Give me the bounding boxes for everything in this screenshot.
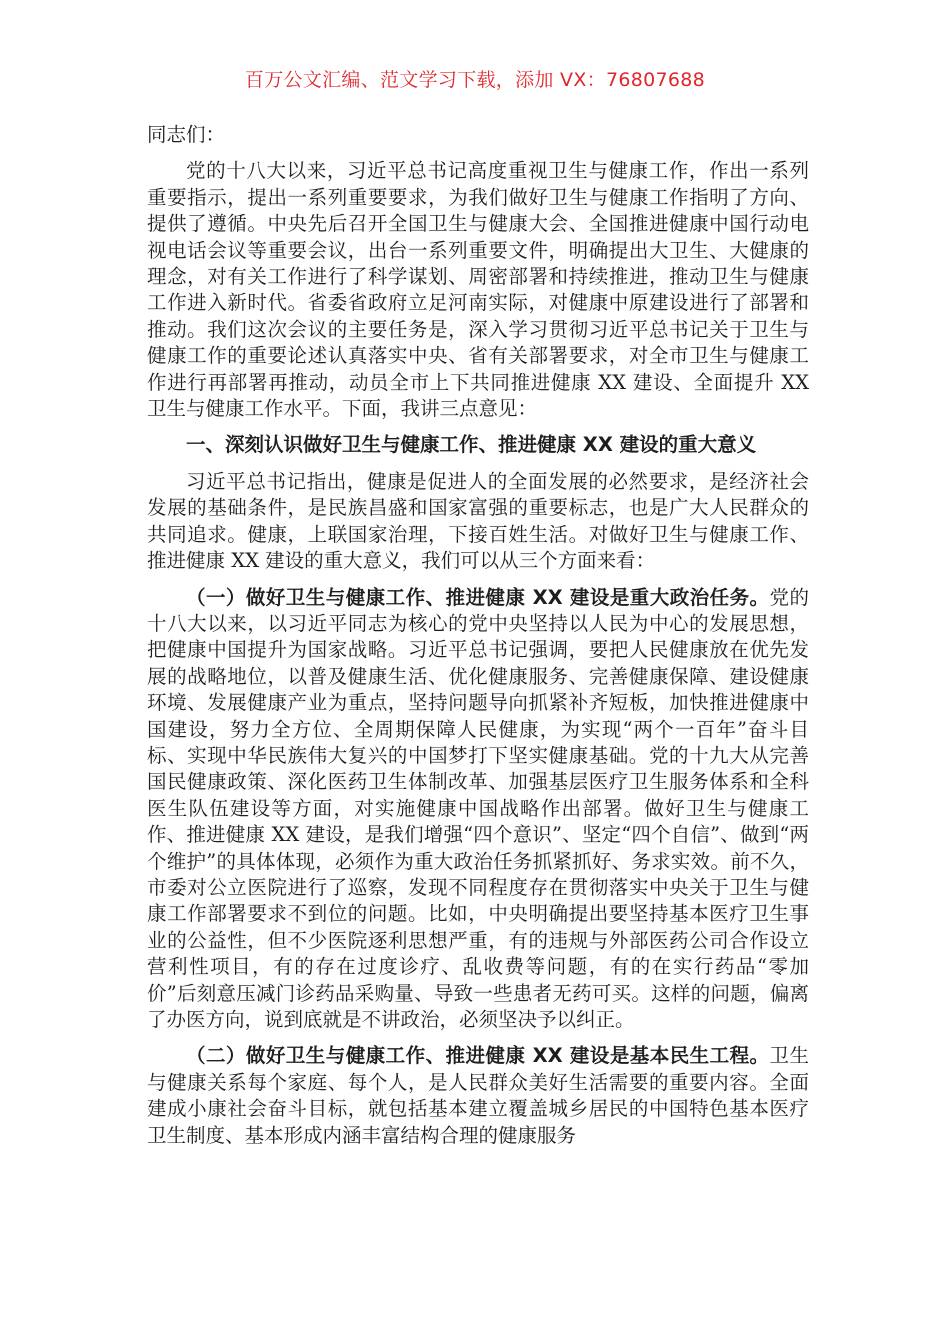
point-2-paragraph [147,1043,809,1149]
point-2-heading: （二）做好卫生与健康工作、推进健康 XX 建设是基本民生工程。 [186,1044,770,1068]
point-2-body: 卫生与健康关系每个家庭、每个人，是人民群众美好生活需要的重要内容。全面建成小康社会奋斗目标，就包括基本建立覆盖城乡居民的中国特色基本医疗卫生制度、基本形成内涵丰富结构合理的健康服务 [147,1044,809,1147]
greeting: 同志们： [147,123,226,146]
section-1-intro-paragraph: 习近平总书记指出，健康是促进人的全面发展的必然要求，是经济社会发展的基础条件，是民族昌盛和国家富强的重要标志，也是广大人民群众的共同追求。健康，上联国家治理，下接百姓生活。对做好卫生与健康工作、推进健康 XX 建设的重大意义，我们可以从三个方面来看： [147,469,809,573]
point-1-body: 党的十八大以来，以习近平同志为核心的党中央坚持以人民为中心的发展思想，把健康中国提升为国家战略。习近平总书记强调，要把人民健康放在优先发展的战略地位，以普及健康生活、优化健康服务、完善健康保障、建设健康环境、发展健康产业为重点，坚持问题导向抓紧补齐短板，加快推进健康中国建设，努力全方位、全周期保障人民健康，为实现“两个一百年”奋斗目标、实现中华民族伟大复兴的中国梦打下坚实健康基础。党的十九大从完善国民健康政策、深化医药卫生体制改革、加强基层医疗卫生服务体系和全科医生队伍建设等方面，对实施健康中国战略作出部署。做好卫生与健康工作、推进健康 XX 建设，是我们增强“四个意识”、坚定“四个自信”、做到“两个维护”的具体体现，必须作为重大政治任务抓紧抓好、务求实效。前不久，市委对公立医院进行了巡察，发现不同程度存在贯彻落实中央关于卫生与健康工作部署要求不到位的问题。比如，中央明确提出要坚持基本医疗卫生事业的公益性，但不少医院逐利思想严重，有的违规与外部医药公司合作设立营利性项目，有的存在过度诊疗、乱收费等问题，有的在实行药品“零加价”后刻意压减门诊药品采购量、导致一些患者无药可买。这样的问题，偏离了办医方向，说到底就是不讲政治，必须坚决予以纠正。 [147,585,809,1031]
header-banner: 百万公文汇编、范文学习下载，添加 VX：76807688 [244,69,706,91]
section-1-heading: 一、深刻认识做好卫生与健康工作、推进健康 XX 建设的重大意义 [186,433,757,457]
document-body [147,122,809,1159]
point-1-paragraph [147,585,809,1034]
intro-paragraph: 党的十八大以来，习近平总书记高度重视卫生与健康工作，作出一系列重要指示，提出一系列重要要求，为我们做好卫生与健康工作指明了方向、提供了遵循。中央先后召开全国卫生与健康大会、全国推进健康中国行动电视电话会议等重要会议，出台一系列重要文件，明确提出大卫生、大健康的理念，对有关工作进行了科学谋划、周密部署和持续推进，推动卫生与健康工作进入新时代。省委省政府立足河南实际，对健康中原建设进行了部署和推动。我们这次会议的主要任务是，深入学习贯彻习近平总书记关于卫生与健康工作的重要论述认真落实中央、省有关部署要求，对全市卫生与健康工作进行再部署再推动，动员全市上下共同推进健康 XX 建设、全面提升 XX 卫生与健康工作水平。下面，我讲三点意见： [147,159,809,421]
point-1-heading: （一）做好卫生与健康工作、推进健康 XX 建设是重大政治任务。 [186,585,770,609]
